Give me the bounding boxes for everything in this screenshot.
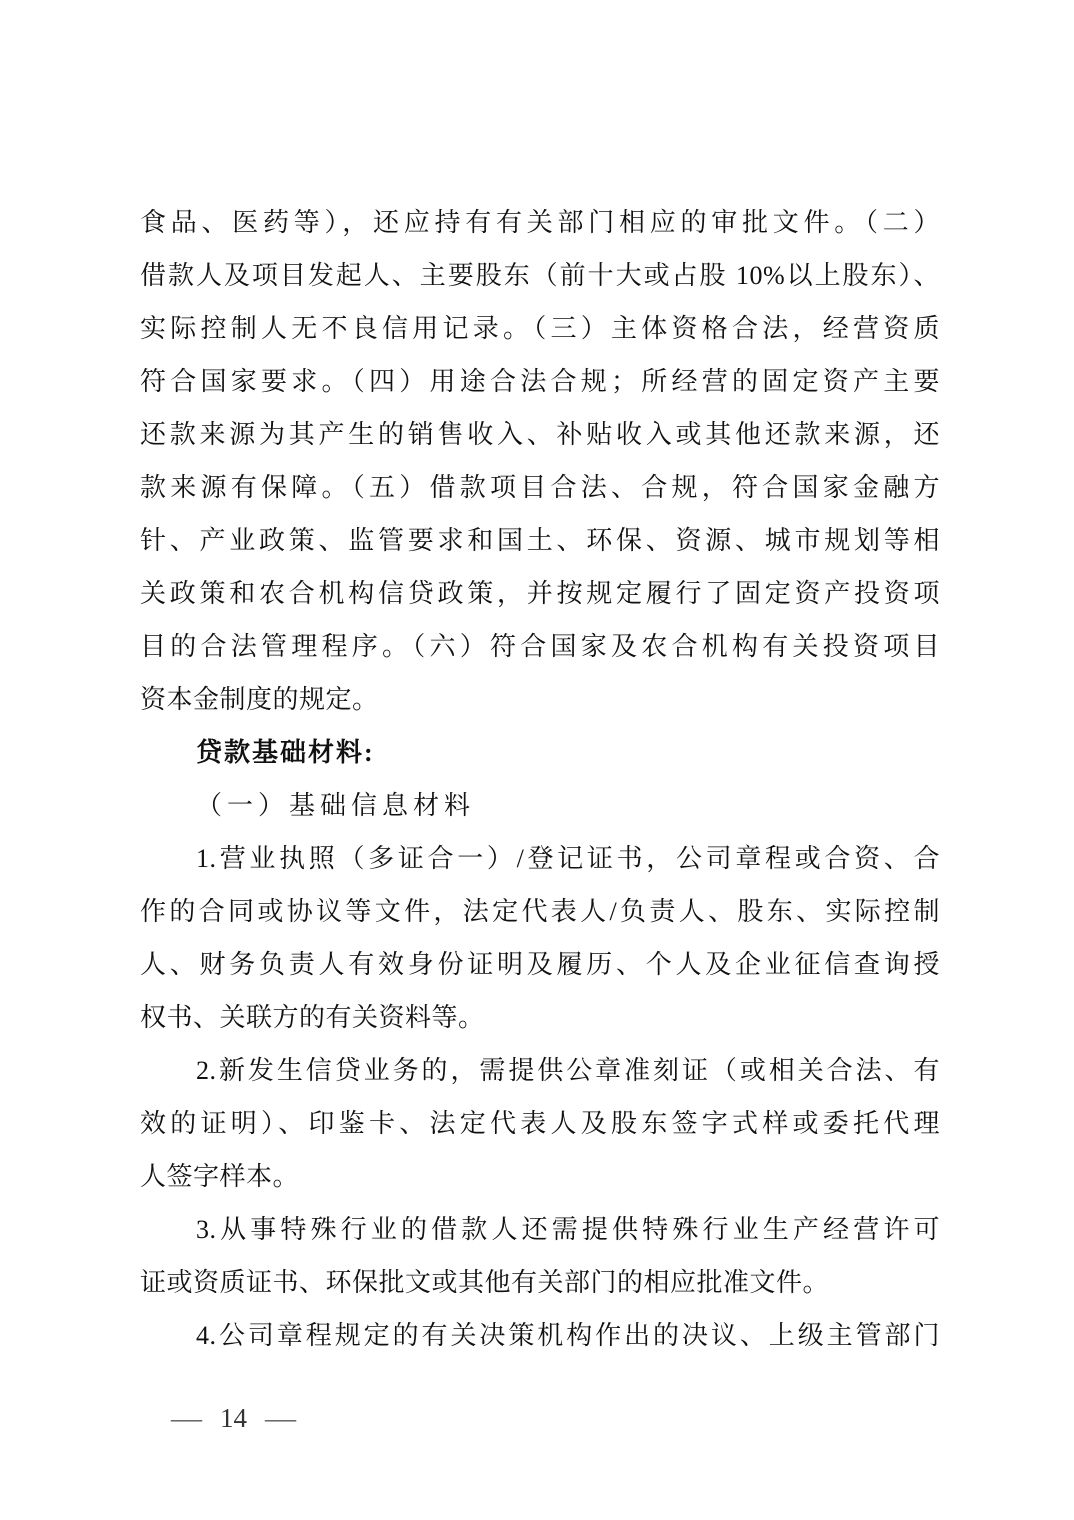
text-line: （一）基础信息材料: [196, 791, 476, 820]
text-line: 资本金制度的规定。: [140, 685, 379, 714]
footer-dash-right: —: [264, 1403, 297, 1433]
text-line: 2.新发生信贷业务的，需提供公章准刻证（或相关合法、有: [196, 1056, 940, 1085]
text-lines: [140, 196, 940, 1362]
text-line: 人、财务负责人有效身份证明及履历、个人及企业征信查询授: [140, 950, 940, 979]
text-line: 权书、关联方的有关资料等。: [140, 1003, 485, 1032]
text-line: 3.从事特殊行业的借款人还需提供特殊行业生产经营许可: [196, 1215, 940, 1244]
text-line: 证或资质证书、环保批文或其他有关部门的相应批准文件。: [140, 1268, 830, 1297]
text-line: 符合国家要求。（四）用途合法合规；所经营的固定资产主要: [140, 367, 940, 396]
text-line: 实际控制人无不良信用记录。（三）主体资格合法，经营资质: [140, 314, 940, 343]
text-line: 食品、医药等），还应持有有关部门相应的审批文件。（二）: [140, 208, 940, 237]
text-line: 款来源有保障。（五）借款项目合法、合规，符合国家金融方: [140, 473, 940, 502]
text-line: 贷款基础材料:: [196, 738, 375, 767]
text-line: 人签字样本。: [140, 1162, 300, 1191]
text-line: 1.营业执照（多证合一）/登记证书，公司章程或合资、合: [196, 844, 940, 873]
text-line: 针、产业政策、监管要求和国土、环保、资源、城市规划等相: [140, 526, 940, 555]
text-line: 作的合同或协议等文件，法定代表人/负责人、股东、实际控制: [140, 897, 940, 926]
footer-dash-left: —: [170, 1403, 203, 1433]
text-line: 目的合法管理程序。（六）符合国家及农合机构有关投资项目: [140, 632, 940, 661]
page-footer: [170, 1403, 297, 1434]
text-line: 借款人及项目发起人、主要股东（前十大或占股 10%以上股东）、: [140, 261, 940, 290]
text-line: 还款来源为其产生的销售收入、补贴收入或其他还款来源，还: [140, 420, 940, 449]
text-line: 关政策和农合机构信贷政策，并按规定履行了固定资产投资项: [140, 579, 940, 608]
text-line: 效的证明）、印鉴卡、法定代表人及股东签字式样或委托代理: [140, 1109, 940, 1138]
footer-page-number: 14: [220, 1403, 247, 1433]
text-line: 4.公司章程规定的有关决策机构作出的决议、上级主管部门: [196, 1321, 940, 1350]
